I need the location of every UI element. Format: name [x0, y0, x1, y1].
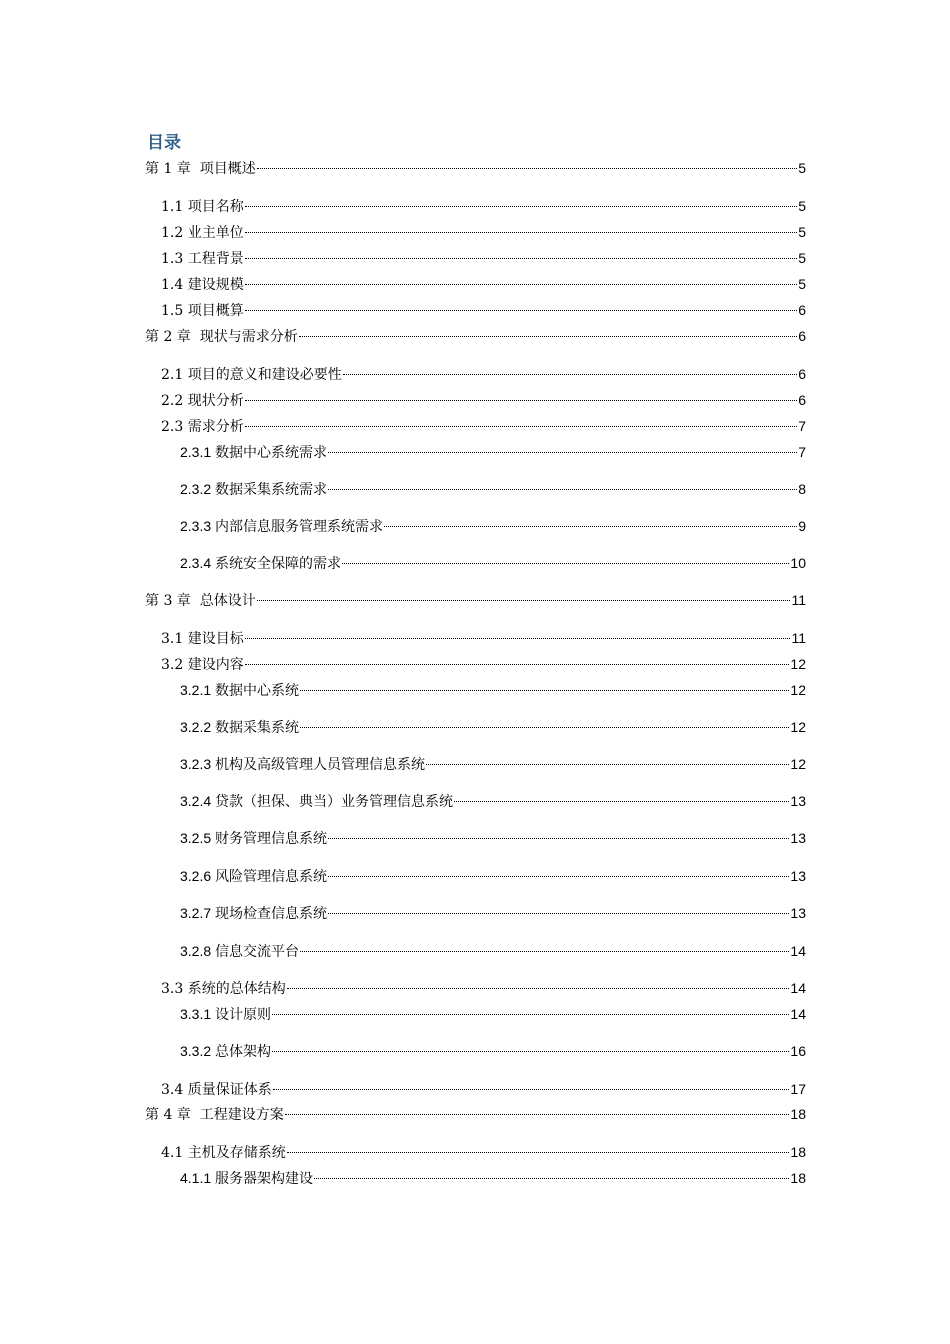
toc-entry-number: 3.2.2 [180, 719, 216, 735]
toc-entry[interactable] [180, 479, 806, 499]
toc-entry-number: 1.4 [161, 277, 188, 293]
toc-entry-label: 项目名称 [187, 199, 244, 215]
toc-entry-number: 2.3.2 [180, 481, 216, 497]
toc-entry-label: 现场检查信息系统 [215, 905, 328, 921]
toc-entry[interactable] [180, 866, 806, 886]
toc-entry-page-number: 13 [790, 830, 806, 846]
toc-entry[interactable] [161, 196, 806, 216]
toc-entry-number: 1.1 [161, 199, 188, 215]
toc-entry-label: 工程背景 [187, 251, 244, 267]
toc-dot-leader [426, 764, 789, 765]
toc-entry[interactable] [180, 1168, 806, 1188]
toc-entry-page-number: 7 [798, 418, 806, 434]
toc-entry-page-number: 17 [790, 1081, 806, 1097]
toc-entry-number: 1.5 [161, 303, 188, 319]
toc-dot-leader [300, 727, 789, 728]
toc-entry[interactable] [180, 828, 806, 848]
toc-dot-leader [328, 876, 789, 877]
toc-entry-page-number: 12 [790, 756, 806, 772]
toc-entry-label: 建设规模 [187, 277, 244, 293]
toc-entry-page-number: 6 [798, 302, 806, 318]
toc-dot-leader [245, 284, 797, 285]
toc-entry-page-number: 8 [798, 481, 806, 497]
toc-entry-label: 系统安全保障的需求 [215, 555, 342, 571]
toc-entry-page-number: 5 [798, 160, 806, 176]
toc-entry-page-number: 7 [798, 444, 806, 460]
toc-entry-number: 3.2.5 [180, 830, 216, 846]
toc-dot-leader [287, 1152, 790, 1153]
toc-entry-number: 3.2.1 [180, 682, 216, 698]
toc-dot-leader [328, 489, 797, 490]
toc-entry-label: 内部信息服务管理系统需求 [215, 518, 384, 534]
toc-entry-page-number: 11 [791, 592, 806, 608]
toc-entry-page-number: 18 [790, 1106, 806, 1122]
toc-entry-page-number: 13 [790, 905, 806, 921]
toc-entry[interactable] [180, 1004, 806, 1024]
toc-dot-leader [273, 1089, 790, 1090]
toc-entry-page-number: 10 [790, 555, 806, 571]
toc-entry[interactable] [161, 300, 806, 320]
toc-entry-label: 需求分析 [187, 419, 244, 435]
toc-entry-label: 项目概算 [187, 303, 244, 319]
toc-entry-number: 3.4 [161, 1082, 188, 1098]
toc-entry-number: 4.1 [161, 1145, 188, 1161]
toc-dot-leader [328, 452, 797, 453]
toc-entry-label: 财务管理信息系统 [215, 830, 328, 846]
toc-entry-number: 2.3.3 [180, 518, 216, 534]
toc-entry-number: 2.3.4 [180, 555, 216, 571]
toc-dot-leader [343, 374, 797, 375]
toc-entry[interactable] [161, 222, 806, 242]
toc-entry-number: 3.2.8 [180, 943, 216, 959]
toc-entry-label: 项目的意义和建设必要性 [187, 367, 342, 383]
toc-dot-leader [257, 600, 791, 601]
toc-entry-page-number: 6 [798, 392, 806, 408]
toc-entry-page-number: 5 [798, 250, 806, 266]
toc-entry-page-number: 13 [790, 793, 806, 809]
toc-entry-page-number: 6 [798, 366, 806, 382]
toc-entry-number: 3.3.1 [180, 1006, 216, 1022]
toc-entry-number: 3.1 [161, 631, 188, 647]
toc-entry[interactable] [180, 442, 806, 462]
toc-entry-number: 3.2.6 [180, 868, 216, 884]
toc-entry[interactable] [161, 274, 806, 294]
toc-entry[interactable] [145, 590, 806, 610]
toc-entry-label: 服务器架构建设 [215, 1170, 314, 1186]
toc-entry-number: 2.1 [161, 367, 188, 383]
toc-entry[interactable] [145, 1104, 806, 1124]
toc-entry-label: 现状分析 [187, 393, 244, 409]
toc-entry-page-number: 11 [791, 630, 806, 646]
toc-entry[interactable] [180, 553, 806, 573]
toc-entry-label: 业主单位 [187, 225, 244, 241]
toc-entry-label: 总体架构 [215, 1043, 272, 1059]
toc-dot-leader [300, 951, 789, 952]
toc-entry-number: 第 2 章 [145, 329, 200, 345]
toc-dot-leader [299, 336, 797, 337]
toc-entry[interactable] [161, 416, 806, 436]
toc-entry-label: 设计原则 [215, 1006, 272, 1022]
toc-entry[interactable] [161, 628, 806, 648]
toc-entry[interactable] [180, 516, 806, 536]
toc-entry[interactable] [180, 791, 806, 811]
toc-entry-label: 系统的总体结构 [187, 981, 286, 997]
toc-entry-label: 数据中心系统 [215, 682, 300, 698]
toc-dot-leader [285, 1114, 790, 1115]
toc-entry[interactable] [161, 248, 806, 268]
toc-entry[interactable] [180, 1041, 806, 1061]
toc-entry-page-number: 14 [790, 1006, 806, 1022]
toc-entry-label: 主机及存储系统 [187, 1145, 286, 1161]
toc-entry[interactable] [145, 326, 806, 346]
toc-entry[interactable] [161, 390, 806, 410]
toc-dot-leader [245, 206, 797, 207]
toc-entry-number: 3.2.7 [180, 905, 216, 921]
toc-dot-leader [314, 1178, 789, 1179]
toc-dot-leader [245, 232, 797, 233]
toc-entry-page-number: 14 [790, 980, 806, 996]
toc-entry-page-number: 12 [790, 682, 806, 698]
toc-dot-leader [245, 638, 791, 639]
toc-entry[interactable] [161, 1142, 806, 1162]
toc-entry-page-number: 14 [790, 943, 806, 959]
toc-entry-number: 4.1.1 [180, 1170, 216, 1186]
toc-entry-page-number: 12 [790, 719, 806, 735]
toc-entry-number: 1.3 [161, 251, 188, 267]
toc-entry[interactable] [180, 680, 806, 700]
toc-entry-page-number: 9 [798, 518, 806, 534]
toc-entry-number: 第 4 章 [145, 1107, 200, 1123]
toc-entry-page-number: 18 [790, 1144, 806, 1160]
toc-entry-label: 建设目标 [187, 631, 244, 647]
toc-dot-leader [245, 664, 790, 665]
toc-dot-leader [384, 526, 797, 527]
toc-entry-page-number: 18 [790, 1170, 806, 1186]
toc-dot-leader [454, 801, 789, 802]
toc-entry-number: 2.3.1 [180, 444, 216, 460]
toc-entry-number: 第 1 章 [145, 161, 200, 177]
toc-dot-leader [328, 913, 789, 914]
toc-entry-number: 2.3 [161, 419, 188, 435]
toc-entry-label: 建设内容 [187, 657, 244, 673]
toc-entry-label: 工程建设方案 [199, 1107, 284, 1123]
toc-entry-label: 数据采集系统需求 [215, 481, 328, 497]
toc-entry[interactable] [161, 364, 806, 384]
toc-entry-number: 第 3 章 [145, 593, 200, 609]
toc-entry-page-number: 5 [798, 224, 806, 240]
toc-dot-leader [300, 690, 789, 691]
toc-entry[interactable] [180, 903, 806, 923]
toc-entry-label: 贷款（担保、典当）业务管理信息系统 [215, 793, 454, 809]
toc-entry-number: 3.2 [161, 657, 188, 673]
toc-entry-label: 机构及高级管理人员管理信息系统 [215, 756, 426, 772]
toc-entry-number: 3.2.3 [180, 756, 216, 772]
toc-entry-number: 2.2 [161, 393, 188, 409]
toc-entry-number: 3.2.4 [180, 793, 216, 809]
toc-dot-leader [287, 988, 790, 989]
toc-entry-number: 3.3 [161, 981, 188, 997]
toc-dot-leader [245, 258, 797, 259]
toc-entry[interactable] [161, 1079, 806, 1099]
toc-entry-label: 风险管理信息系统 [215, 868, 328, 884]
toc-entry-page-number: 13 [790, 868, 806, 884]
toc-entry-page-number: 16 [790, 1043, 806, 1059]
toc-entry-number: 3.3.2 [180, 1043, 216, 1059]
toc-entry-label: 数据采集系统 [215, 719, 300, 735]
toc-entry-page-number: 12 [790, 656, 806, 672]
toc-entry-number: 1.2 [161, 225, 188, 241]
toc-entry-label: 现状与需求分析 [199, 329, 298, 345]
toc-entry[interactable] [180, 754, 806, 774]
toc-dot-leader [257, 168, 797, 169]
toc-dot-leader [245, 426, 797, 427]
toc-entry-label: 质量保证体系 [187, 1082, 272, 1098]
toc-entry-label: 项目概述 [199, 161, 256, 177]
toc-entry-label: 数据中心系统需求 [215, 444, 328, 460]
toc-entry-label: 总体设计 [199, 593, 256, 609]
toc-dot-leader [328, 838, 789, 839]
toc-dot-leader [245, 310, 797, 311]
toc-entry[interactable] [161, 654, 806, 674]
toc-dot-leader [272, 1014, 789, 1015]
toc-dot-leader [245, 400, 797, 401]
toc-entry-page-number: 6 [798, 328, 806, 344]
toc-entry[interactable] [180, 941, 806, 961]
toc-entry-page-number: 5 [798, 198, 806, 214]
toc-dot-leader [342, 563, 789, 564]
toc-dot-leader [272, 1051, 789, 1052]
toc-entry[interactable] [161, 978, 806, 998]
toc-title: 目录 [147, 133, 181, 153]
toc-entry-page-number: 5 [798, 276, 806, 292]
toc-entry[interactable] [145, 158, 806, 178]
toc-entry-label: 信息交流平台 [215, 943, 300, 959]
toc-entry[interactable] [180, 717, 806, 737]
